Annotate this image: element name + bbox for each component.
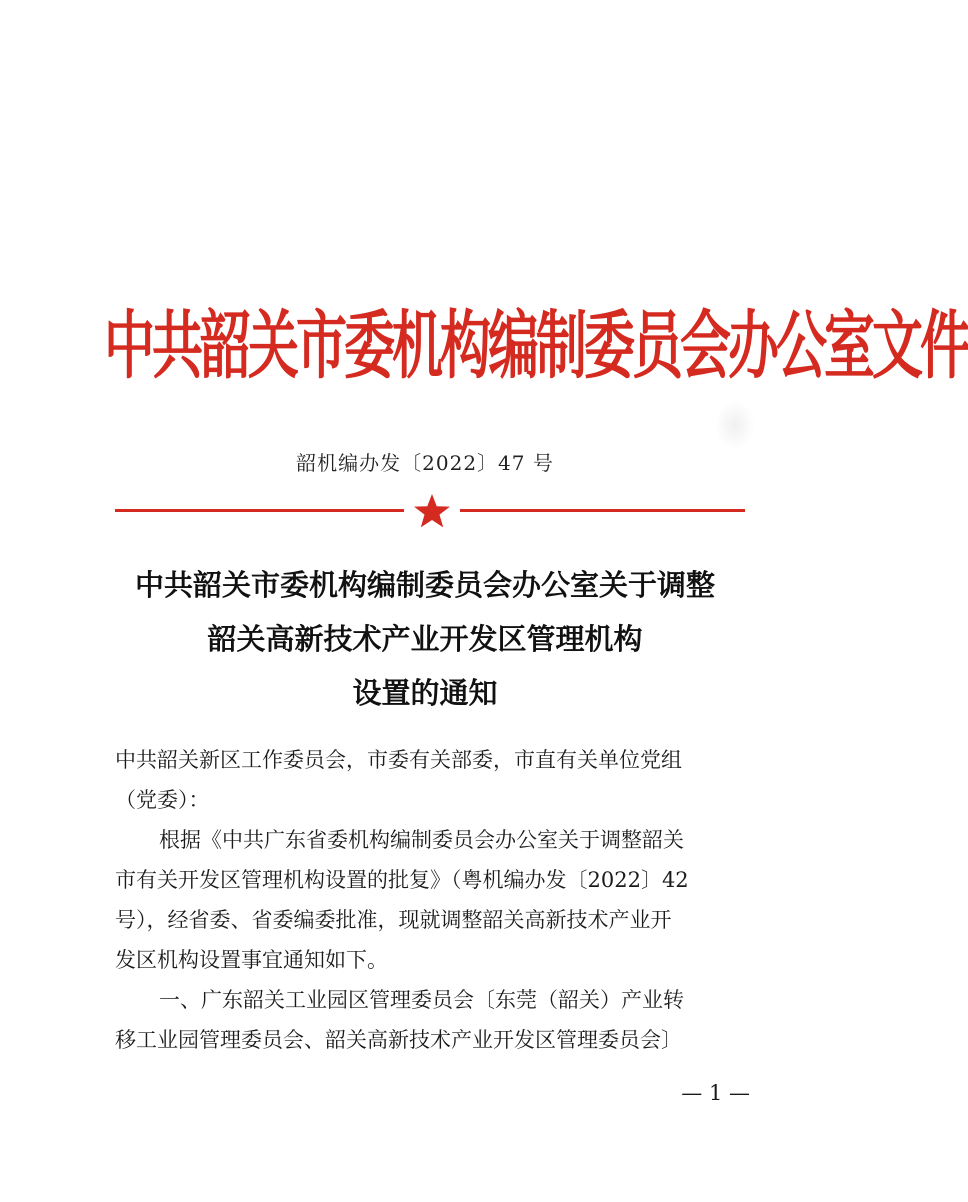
divider-rule-right	[460, 509, 745, 512]
body-line: （党委）：	[115, 788, 210, 812]
document-number: 韶机编办发〔2022〕47 号	[296, 451, 554, 475]
masthead-title: 中共韶关市委机构编制委员会办公室文件	[104, 304, 968, 391]
red-divider	[115, 493, 745, 527]
body-line: 号），经省委、省委编委批准，现就调整韶关高新技术产业开	[115, 908, 672, 932]
star-icon	[412, 493, 452, 529]
title-line: 中共韶关市委机构编制委员会办公室关于调整	[134, 568, 715, 602]
body-line: 市有关开发区管理机构设置的批复》（粤机编办发〔2022〕42	[115, 868, 689, 892]
notice-title	[80, 558, 770, 720]
page-number: — 1 —	[681, 1081, 750, 1105]
notice-body	[115, 740, 755, 1060]
body-line: 中共韶关新区工作委员会，市委有关部委，市直有关单位党组	[115, 748, 682, 772]
divider-rule-left	[115, 509, 404, 512]
title-line: 韶关高新技术产业开发区管理机构	[207, 622, 643, 656]
body-line: 移工业园管理委员会、韶关高新技术产业开发区管理委员会〕	[115, 1028, 682, 1052]
paper-stain	[715, 400, 755, 450]
body-line: 发区机构设置事宜通知如下。	[115, 948, 388, 972]
title-line: 设置的通知	[352, 676, 498, 710]
body-line: 根据《中共广东省委机构编制委员会办公室关于调整韶关	[159, 828, 684, 852]
body-line: 一、广东韶关工业园区管理委员会〔东莞（韶关）产业转	[159, 988, 684, 1012]
